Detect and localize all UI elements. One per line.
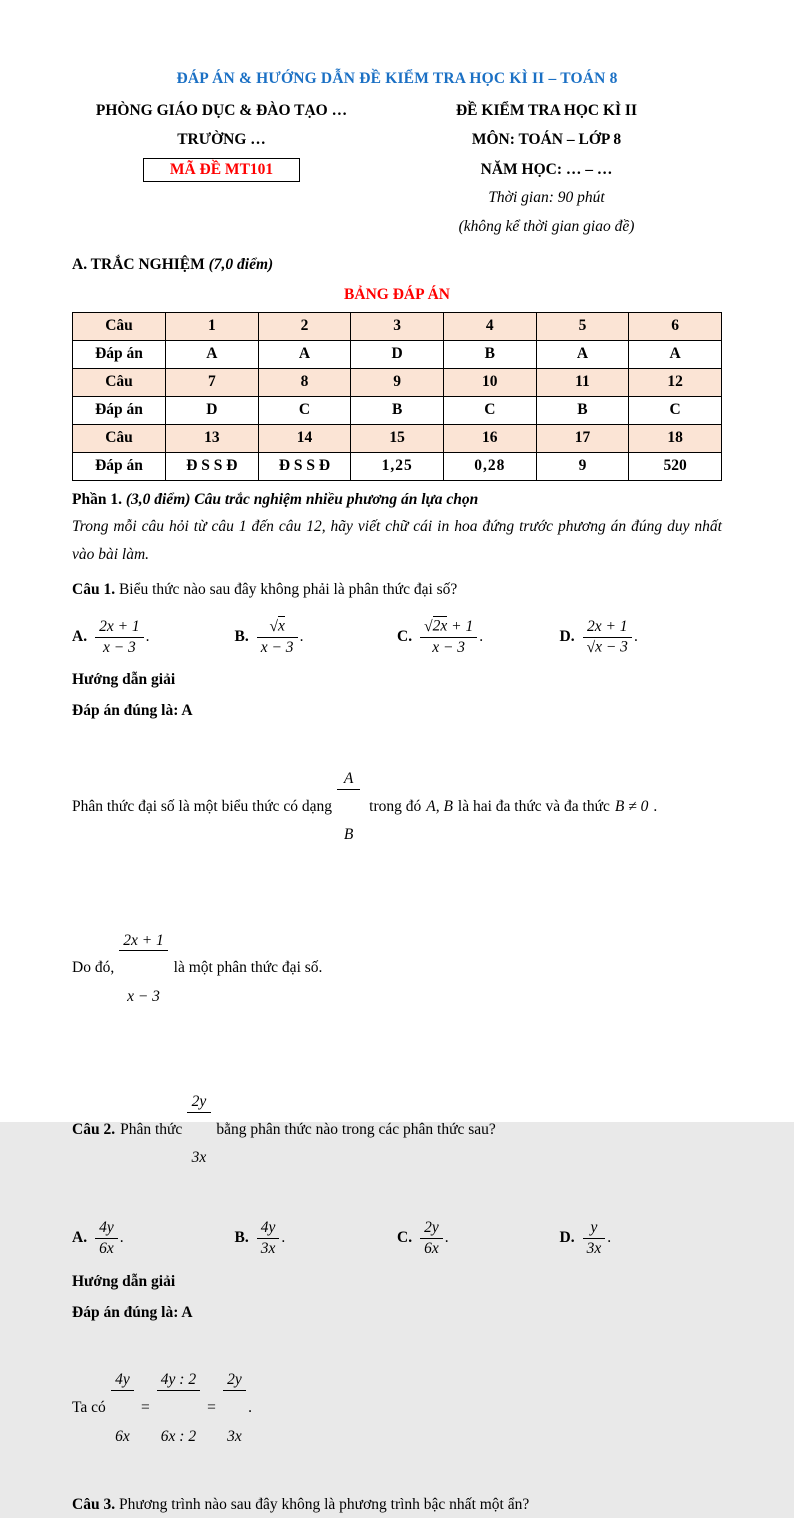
duration-line: Thời gian: 90 phút — [488, 189, 605, 207]
fraction: $\frac{4y}{6x}$ — [111, 1336, 134, 1482]
table-cell: 3 — [351, 312, 444, 340]
header-block — [72, 96, 722, 242]
table-cell: 13 — [166, 424, 259, 452]
question-3-text: Phương trình nào sau đây không là phương trình bậc nhất một ẩn? — [118, 1496, 530, 1514]
header-left-column — [72, 96, 371, 242]
table-cell: 1 — [166, 312, 259, 340]
question-2-text-pre: Phân thức — [120, 1120, 183, 1138]
table-cell: 520 — [629, 452, 722, 480]
subject-line: MÔN: TOÁN – LỚP 8 — [471, 131, 622, 149]
option-b: B. $\frac{4y}{3x}$ . — [234, 1218, 286, 1257]
table-cell: 8 — [258, 368, 351, 396]
table-cell: 6 — [629, 312, 722, 340]
table-cell: D — [351, 340, 444, 368]
row-header-cell: Đáp án — [73, 340, 166, 368]
table-cell: 16 — [443, 424, 536, 452]
option-c: C. $\frac{√2x + 1}{x - 3}$ . — [397, 617, 484, 656]
option-b-label: B. — [234, 628, 249, 646]
table-cell: 18 — [629, 424, 722, 452]
option-a: A. $\frac{4y}{6x}$ . — [72, 1218, 124, 1257]
table-cell: 15 — [351, 424, 444, 452]
school-line: TRƯỜNG … — [177, 131, 266, 149]
question-1 — [72, 577, 722, 603]
table-cell: 1,25 — [351, 452, 444, 480]
fraction: $\frac{√2x + 1}{x - 3}$ — [420, 618, 477, 657]
option-d: D. $\frac{2x + 1}{√x - 3}$ . — [559, 617, 638, 656]
table-cell: B — [351, 396, 444, 424]
question-1-options — [72, 616, 722, 659]
table-cell: A — [258, 340, 351, 368]
option-a-label: A. — [72, 1229, 88, 1247]
row-header-cell: Câu — [73, 312, 166, 340]
part1-heading-rest: (3,0 điểm) Câu trắc nghiệm nhiều phương án lựa chọn — [125, 490, 479, 508]
question-2-text-post: bằng phân thức nào trong các phân thức sau? — [212, 1120, 496, 1138]
school-year-line: NĂM HỌC: … – … — [480, 160, 613, 178]
header-right-column — [371, 96, 722, 242]
exam-title-line: ĐỀ KIỂM TRA HỌC KÌ II — [455, 102, 637, 119]
table-cell: C — [629, 396, 722, 424]
fraction: $\frac{2x + 1}{x - 3}$ — [119, 896, 168, 1042]
row-header-cell: Đáp án — [73, 396, 166, 424]
equals-sign: = — [207, 1399, 216, 1417]
option-b-label: B. — [234, 1229, 249, 1247]
fraction: $\frac{y}{3x}$ — [583, 1219, 606, 1258]
fraction: $\frac{2y}{3x}$ — [187, 1057, 210, 1203]
table-cell: Đ S S Đ — [258, 452, 351, 480]
fraction: $\frac{√x}{x - 3}$ — [257, 618, 298, 657]
table-cell: B — [536, 396, 629, 424]
table-cell: C — [443, 396, 536, 424]
table-cell: B — [443, 340, 536, 368]
question-2 — [72, 1055, 722, 1205]
table-cell: A — [166, 340, 259, 368]
correct-answer-line: Đáp án đúng là: A — [72, 1303, 193, 1321]
table-row — [73, 424, 722, 452]
table-row — [73, 452, 722, 480]
row-header-cell: Câu — [73, 368, 166, 396]
section-a-label: A. TRẮC NGHIỆM — [72, 255, 205, 273]
row-header-cell: Đáp án — [73, 452, 166, 480]
correct-answer-line: Đáp án đúng là: A — [72, 702, 193, 720]
duration-note-line: (không kể thời gian giao đề) — [458, 217, 635, 235]
department-line: PHÒNG GIÁO DỤC & ĐÀO TẠO … — [95, 102, 348, 119]
question-3 — [72, 1492, 722, 1518]
table-row — [73, 368, 722, 396]
solution-guide-heading: Hướng dẫn giải — [72, 1272, 176, 1290]
table-cell: 17 — [536, 424, 629, 452]
question-1-explanation-1: Phân thức đại số là một biểu thức có dạng $\frac{A}{B}$ trong đó A, B là hai đa thức và đa thức B ≠ 0 . — [72, 732, 722, 882]
solution-guide-heading: Hướng dẫn giải — [72, 671, 176, 689]
option-a-label: A. — [72, 628, 88, 646]
option-b: B. $\frac{√x}{x - 3}$ . — [234, 617, 304, 656]
option-d: D. $\frac{y}{3x}$ . — [559, 1218, 612, 1257]
table-cell: 11 — [536, 368, 629, 396]
exam-code-text: MÃ ĐỀ MT101 — [169, 160, 274, 178]
answer-table-title: BẢNG ĐÁP ÁN — [344, 285, 450, 303]
question-1-explanation-2: Do đó, $\frac{2x + 1}{x - 3}$ là một phân thức đại số. — [72, 894, 722, 1044]
part1-label: Phần 1. — [72, 490, 122, 508]
fraction: $\frac{A}{B}$ — [337, 734, 360, 880]
table-cell: 7 — [166, 368, 259, 396]
fraction: $\frac{4y}{6x}$ — [95, 1219, 118, 1258]
table-cell: A — [536, 340, 629, 368]
table-cell: C — [258, 396, 351, 424]
row-header-cell: Câu — [73, 424, 166, 452]
part1-heading — [72, 491, 722, 509]
table-cell: 0,28 — [443, 452, 536, 480]
fraction: $\frac{2y}{3x}$ — [223, 1336, 246, 1482]
section-a-points: (7,0 điểm) — [208, 255, 274, 273]
option-c-label: C. — [397, 1229, 413, 1247]
equals-sign: = — [141, 1399, 150, 1417]
option-d-label: D. — [559, 628, 575, 646]
table-row — [73, 312, 722, 340]
part1-instruction: Trong mỗi câu hỏi từ câu 1 đến câu 12, hãy viết chữ cái in hoa đứng trước phương án đúng duy nhất vào bài làm. — [72, 517, 722, 563]
question-3-label: Câu 3. — [72, 1496, 116, 1514]
fraction: $\frac{2y}{6x}$ — [420, 1219, 443, 1258]
table-cell: 5 — [536, 312, 629, 340]
section-a-heading — [72, 256, 722, 274]
option-c-label: C. — [397, 628, 413, 646]
table-cell: Đ S S Đ — [166, 452, 259, 480]
table-cell: 9 — [351, 368, 444, 396]
table-cell: 9 — [536, 452, 629, 480]
fraction: $\frac{4y}{3x}$ — [257, 1219, 280, 1258]
question-1-label: Câu 1. — [72, 581, 116, 599]
table-row — [73, 396, 722, 424]
fraction: $\frac{2x + 1}{√x - 3}$ — [583, 618, 632, 657]
table-cell: A — [629, 340, 722, 368]
table-row — [73, 340, 722, 368]
question-2-working: Ta có $\frac{4y}{6x}$ = $\frac{4y : 2}{6x : 2}$ = $\frac{2y}{3x}$ . — [72, 1334, 722, 1484]
table-cell: 4 — [443, 312, 536, 340]
option-a: A. $\frac{2x + 1}{x - 3}$ . — [72, 617, 150, 656]
table-cell: 10 — [443, 368, 536, 396]
table-cell: 14 — [258, 424, 351, 452]
table-cell: 12 — [629, 368, 722, 396]
table-cell: 2 — [258, 312, 351, 340]
option-d-label: D. — [559, 1229, 575, 1247]
fraction: $\frac{4y : 2}{6x : 2}$ — [157, 1336, 200, 1482]
table-cell: D — [166, 396, 259, 424]
option-c: C. $\frac{2y}{6x}$ . — [397, 1218, 449, 1257]
question-1-text: Biểu thức nào sau đây không phải là phân thức đại số? — [118, 581, 458, 599]
fraction: $\frac{2x + 1}{x - 3}$ — [95, 618, 144, 657]
answer-key-table — [72, 312, 722, 481]
exam-code-box — [143, 158, 300, 182]
question-2-options — [72, 1217, 722, 1260]
document-title: ĐÁP ÁN & HƯỚNG DẪN ĐỀ KIỂM TRA HỌC KÌ II – TOÁN 8 — [176, 70, 618, 87]
question-2-label: Câu 2. — [72, 1120, 116, 1138]
